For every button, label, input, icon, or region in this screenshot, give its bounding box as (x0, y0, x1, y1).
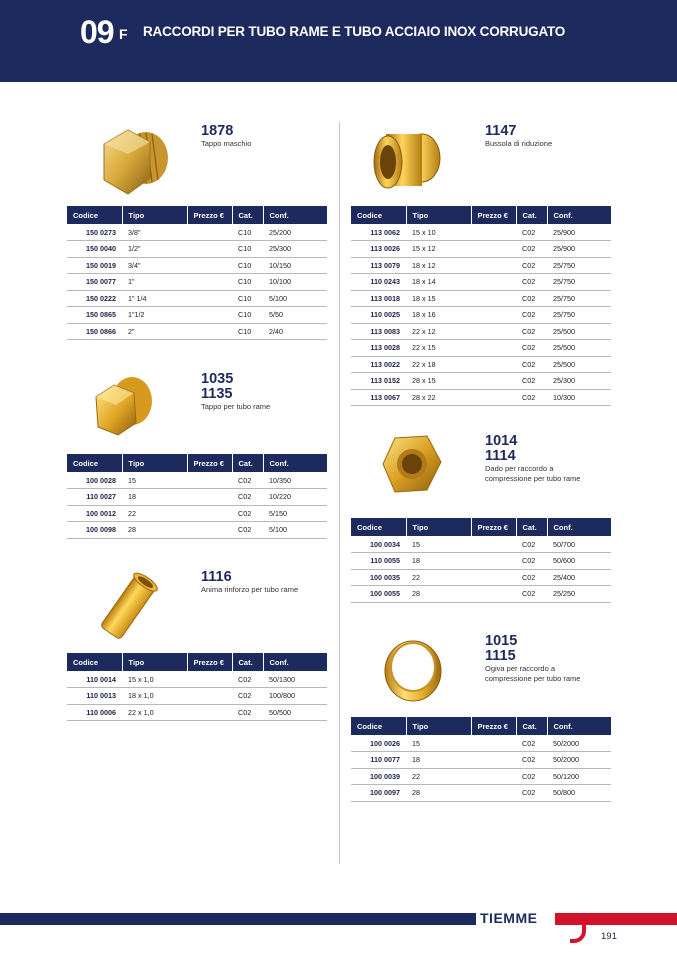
category-cell: C02 (516, 373, 547, 390)
column-header: Cat. (516, 518, 547, 536)
type-cell: 15 (406, 536, 471, 553)
column-header: Tipo (122, 454, 187, 472)
code-cell: 113 0018 (351, 290, 406, 307)
code-cell: 110 0014 (67, 671, 122, 688)
pack-cell: 10/350 (263, 472, 327, 489)
table-row (67, 522, 327, 539)
column-header: Tipo (406, 717, 471, 735)
column-header: Prezzo € (471, 518, 516, 536)
price-cell (471, 274, 516, 291)
type-cell: 2" (122, 323, 187, 340)
code-cell: 113 0062 (351, 224, 406, 241)
category-cell: C02 (516, 389, 547, 406)
table-row (67, 290, 327, 307)
price-cell (187, 522, 232, 539)
table-header-row (351, 206, 611, 224)
type-cell: 22 (122, 505, 187, 522)
code-cell: 110 0027 (67, 489, 122, 506)
type-cell: 28 x 22 (406, 389, 471, 406)
column-header: Conf. (547, 717, 611, 735)
column-header: Conf. (547, 518, 611, 536)
table-header-row (67, 206, 327, 224)
column-header: Cat. (516, 206, 547, 224)
brand-logo: TIEMME (480, 910, 538, 926)
product-1878-heading (201, 124, 251, 149)
table-row (351, 586, 611, 603)
category-cell: C02 (516, 569, 547, 586)
price-cell (187, 290, 232, 307)
product-code-secondary: 1115 (485, 648, 516, 664)
brand-hook-shape (570, 913, 586, 943)
pack-cell: 50/600 (547, 553, 611, 570)
page-header (0, 0, 677, 82)
price-cell (471, 752, 516, 769)
category-cell: C02 (516, 785, 547, 802)
type-cell: 18 (406, 553, 471, 570)
category-cell: C02 (232, 522, 263, 539)
product-1035-table (67, 454, 327, 539)
type-cell: 15 x 12 (406, 241, 471, 258)
product-code-secondary: 1135 (201, 386, 233, 402)
type-cell: 22 x 18 (406, 356, 471, 373)
type-cell: 18 x 14 (406, 274, 471, 291)
product-description: Anima rinforzo per tubo rame (201, 585, 299, 594)
type-cell: 1/2" (122, 241, 187, 258)
column-header: Codice (67, 206, 122, 224)
category-cell: C02 (516, 274, 547, 291)
price-cell (471, 356, 516, 373)
type-cell: 18 x 1,0 (122, 688, 187, 705)
price-cell (187, 472, 232, 489)
type-cell: 1"1/2 (122, 307, 187, 324)
product-code: 1015 (485, 633, 518, 649)
price-cell (471, 735, 516, 752)
type-cell: 18 (122, 489, 187, 506)
table-header-row (67, 454, 327, 472)
column-header: Codice (351, 717, 406, 735)
pack-cell: 25/250 (547, 586, 611, 603)
table-row (351, 735, 611, 752)
price-cell (187, 241, 232, 258)
code-cell: 113 0022 (351, 356, 406, 373)
category-cell: C02 (516, 224, 547, 241)
code-cell: 150 0865 (67, 307, 122, 324)
price-cell (187, 688, 232, 705)
product-description: Tappo per tubo rame (201, 402, 271, 411)
code-cell: 150 0866 (67, 323, 122, 340)
category-cell: C10 (232, 257, 263, 274)
table-row (351, 340, 611, 357)
chapter-letter: F (119, 26, 128, 42)
category-cell: C02 (516, 241, 547, 258)
pack-cell: 10/300 (547, 389, 611, 406)
code-cell: 110 0025 (351, 307, 406, 324)
price-cell (471, 785, 516, 802)
product-1147-table (351, 206, 611, 406)
type-cell: 18 (406, 752, 471, 769)
price-cell (187, 274, 232, 291)
table-row (351, 274, 611, 291)
footer-bar (0, 913, 476, 925)
pack-cell: 10/220 (263, 489, 327, 506)
column-header: Conf. (263, 653, 327, 671)
price-cell (187, 671, 232, 688)
product-description-line2: compressione per tubo rame (485, 474, 581, 483)
product-1116-heading (201, 570, 298, 595)
type-cell: 28 x 15 (406, 373, 471, 390)
table-row (351, 356, 611, 373)
price-cell (471, 340, 516, 357)
pack-cell: 50/1200 (547, 768, 611, 785)
type-cell: 22 (406, 768, 471, 785)
table-row (351, 323, 611, 340)
pack-cell: 25/300 (263, 241, 327, 258)
product-code-secondary: 1114 (485, 448, 516, 464)
column-header: Codice (351, 518, 406, 536)
price-cell (471, 586, 516, 603)
pack-cell: 5/100 (263, 522, 327, 539)
table-row (351, 553, 611, 570)
product-1015-heading (485, 634, 580, 684)
code-cell: 113 0152 (351, 373, 406, 390)
category-cell: C02 (232, 505, 263, 522)
column-divider (339, 122, 340, 864)
type-cell: 28 (406, 586, 471, 603)
category-cell: C10 (232, 290, 263, 307)
table-header-row (351, 518, 611, 536)
code-cell: 113 0079 (351, 257, 406, 274)
pack-cell: 25/300 (547, 373, 611, 390)
code-cell: 150 0222 (67, 290, 122, 307)
type-cell: 1" (122, 274, 187, 291)
table-row (351, 785, 611, 802)
page-number: 191 (601, 931, 617, 942)
column-header: Prezzo € (471, 206, 516, 224)
pack-cell: 25/900 (547, 241, 611, 258)
type-cell: 22 x 12 (406, 323, 471, 340)
page-title: RACCORDI PER TUBO RAME E TUBO ACCIAIO INOX CORRUGATO (143, 24, 566, 39)
code-cell: 100 0098 (67, 522, 122, 539)
type-cell: 15 (122, 472, 187, 489)
table-row (67, 274, 327, 291)
price-cell (471, 536, 516, 553)
column-header: Codice (67, 653, 122, 671)
column-header: Codice (351, 206, 406, 224)
pack-cell: 50/2000 (547, 735, 611, 752)
category-cell: C02 (516, 356, 547, 373)
price-cell (471, 768, 516, 785)
column-header: Cat. (232, 653, 263, 671)
type-cell: 15 x 10 (406, 224, 471, 241)
product-1015-table (351, 717, 611, 802)
price-cell (471, 224, 516, 241)
table-row (351, 257, 611, 274)
type-cell: 15 (406, 735, 471, 752)
product-description: Bussola di riduzione (485, 139, 553, 148)
column-header: Cat. (516, 717, 547, 735)
pack-cell: 25/500 (547, 323, 611, 340)
chapter-number: 09 (80, 14, 114, 50)
table-row (67, 688, 327, 705)
product-code: 1147 (485, 123, 517, 139)
pack-cell: 25/200 (263, 224, 327, 241)
type-cell: 18 x 15 (406, 290, 471, 307)
table-row (67, 472, 327, 489)
category-cell: C02 (516, 536, 547, 553)
price-cell (471, 290, 516, 307)
price-cell (471, 323, 516, 340)
product-description-line2: compressione per tubo rame (485, 674, 581, 683)
category-cell: C02 (516, 257, 547, 274)
code-cell: 113 0067 (351, 389, 406, 406)
category-cell: C02 (516, 752, 547, 769)
price-cell (471, 569, 516, 586)
category-cell: C02 (232, 688, 263, 705)
pack-cell: 10/150 (263, 257, 327, 274)
product-1878-table (67, 206, 327, 340)
table-row (67, 505, 327, 522)
pack-cell: 25/750 (547, 257, 611, 274)
price-cell (187, 257, 232, 274)
type-cell: 1" 1/4 (122, 290, 187, 307)
category-cell: C02 (516, 290, 547, 307)
pack-cell: 25/400 (547, 569, 611, 586)
type-cell: 28 (122, 522, 187, 539)
pack-cell: 100/800 (263, 688, 327, 705)
code-cell: 110 0077 (351, 752, 406, 769)
pack-cell: 25/750 (547, 274, 611, 291)
table-header-row (67, 653, 327, 671)
code-cell: 150 0273 (67, 224, 122, 241)
price-cell (471, 553, 516, 570)
column-header: Cat. (232, 206, 263, 224)
code-cell: 100 0035 (351, 569, 406, 586)
code-cell: 100 0034 (351, 536, 406, 553)
price-cell (187, 489, 232, 506)
price-cell (187, 307, 232, 324)
type-cell: 15 x 1,0 (122, 671, 187, 688)
category-cell: C02 (232, 472, 263, 489)
pack-cell: 5/50 (263, 307, 327, 324)
code-cell: 113 0026 (351, 241, 406, 258)
category-cell: C02 (516, 735, 547, 752)
product-code: 1035 (201, 371, 234, 387)
category-cell: C02 (516, 768, 547, 785)
column-header: Conf. (547, 206, 611, 224)
pack-cell: 25/750 (547, 307, 611, 324)
product-code: 1116 (201, 569, 232, 585)
column-header: Tipo (406, 518, 471, 536)
type-cell: 18 x 16 (406, 307, 471, 324)
pack-cell: 50/1300 (263, 671, 327, 688)
pack-cell: 25/500 (547, 340, 611, 357)
table-row (67, 323, 327, 340)
type-cell: 3/4" (122, 257, 187, 274)
product-1014-table (351, 518, 611, 603)
table-row (67, 307, 327, 324)
product-1147-heading (485, 124, 552, 149)
column-header: Tipo (122, 653, 187, 671)
table-row (67, 489, 327, 506)
pack-cell: 50/2000 (547, 752, 611, 769)
pack-cell: 5/100 (263, 290, 327, 307)
price-cell (187, 323, 232, 340)
reinforcement-sleeve-image (90, 570, 162, 648)
type-cell: 3/8" (122, 224, 187, 241)
pack-cell: 2/40 (263, 323, 327, 340)
column-header: Prezzo € (187, 454, 232, 472)
category-cell: C02 (232, 671, 263, 688)
category-cell: C10 (232, 274, 263, 291)
type-cell: 18 x 12 (406, 257, 471, 274)
code-cell: 150 0019 (67, 257, 122, 274)
table-row (67, 257, 327, 274)
price-cell (471, 241, 516, 258)
category-cell: C02 (232, 489, 263, 506)
code-cell: 100 0028 (67, 472, 122, 489)
hex-plug-image (94, 120, 174, 204)
category-cell: C02 (516, 553, 547, 570)
pack-cell: 10/100 (263, 274, 327, 291)
pack-cell: 5/150 (263, 505, 327, 522)
price-cell (471, 307, 516, 324)
compression-ring-image (380, 633, 446, 705)
table-row (351, 290, 611, 307)
column-header: Prezzo € (187, 653, 232, 671)
category-cell: C10 (232, 307, 263, 324)
table-row (351, 768, 611, 785)
category-cell: C02 (516, 586, 547, 603)
column-header: Prezzo € (471, 717, 516, 735)
price-cell (187, 704, 232, 721)
pack-cell: 50/500 (263, 704, 327, 721)
code-cell: 110 0243 (351, 274, 406, 291)
table-row (351, 241, 611, 258)
category-cell: C02 (232, 704, 263, 721)
product-1014-heading (485, 434, 580, 484)
column-header: Codice (67, 454, 122, 472)
table-row (351, 752, 611, 769)
table-header-row (351, 717, 611, 735)
product-code: 1878 (201, 123, 234, 139)
category-cell: C10 (232, 241, 263, 258)
pack-cell: 50/800 (547, 785, 611, 802)
price-cell (471, 389, 516, 406)
product-1035-heading (201, 372, 270, 412)
code-cell: 150 0077 (67, 274, 122, 291)
column-header: Prezzo € (187, 206, 232, 224)
category-cell: C02 (516, 323, 547, 340)
code-cell: 150 0040 (67, 241, 122, 258)
table-row (351, 373, 611, 390)
table-row (351, 224, 611, 241)
pack-cell: 25/900 (547, 224, 611, 241)
table-row (351, 536, 611, 553)
code-cell: 110 0013 (67, 688, 122, 705)
price-cell (187, 505, 232, 522)
column-header: Tipo (406, 206, 471, 224)
price-cell (471, 373, 516, 390)
column-header: Conf. (263, 206, 327, 224)
category-cell: C02 (516, 340, 547, 357)
code-cell: 100 0039 (351, 768, 406, 785)
pack-cell: 25/500 (547, 356, 611, 373)
code-cell: 110 0055 (351, 553, 406, 570)
table-row (67, 241, 327, 258)
table-row (351, 389, 611, 406)
table-row (351, 307, 611, 324)
code-cell: 100 0012 (67, 505, 122, 522)
code-cell: 100 0097 (351, 785, 406, 802)
compression-nut-image (379, 432, 445, 496)
price-cell (187, 224, 232, 241)
price-cell (471, 257, 516, 274)
code-cell: 100 0026 (351, 735, 406, 752)
category-cell: C10 (232, 224, 263, 241)
table-row (67, 671, 327, 688)
code-cell: 110 0006 (67, 704, 122, 721)
product-code: 1014 (485, 433, 518, 449)
category-cell: C10 (232, 323, 263, 340)
code-cell: 113 0028 (351, 340, 406, 357)
type-cell: 22 x 15 (406, 340, 471, 357)
pack-cell: 50/700 (547, 536, 611, 553)
code-cell: 113 0083 (351, 323, 406, 340)
type-cell: 22 (406, 569, 471, 586)
column-header: Conf. (263, 454, 327, 472)
product-description: Dado per raccordo a (485, 464, 554, 473)
category-cell: C02 (516, 307, 547, 324)
product-description: Ogiva per raccordo a (485, 664, 556, 673)
table-row (67, 224, 327, 241)
code-cell: 100 0055 (351, 586, 406, 603)
table-row (351, 569, 611, 586)
column-header: Cat. (232, 454, 263, 472)
copper-tube-cap-image (92, 371, 156, 441)
table-row (67, 704, 327, 721)
type-cell: 28 (406, 785, 471, 802)
column-header: Tipo (122, 206, 187, 224)
reducing-bush-image (368, 124, 448, 200)
product-1116-table (67, 653, 327, 721)
pack-cell: 25/750 (547, 290, 611, 307)
product-description: Tappo maschio (201, 139, 252, 148)
type-cell: 22 x 1,0 (122, 704, 187, 721)
